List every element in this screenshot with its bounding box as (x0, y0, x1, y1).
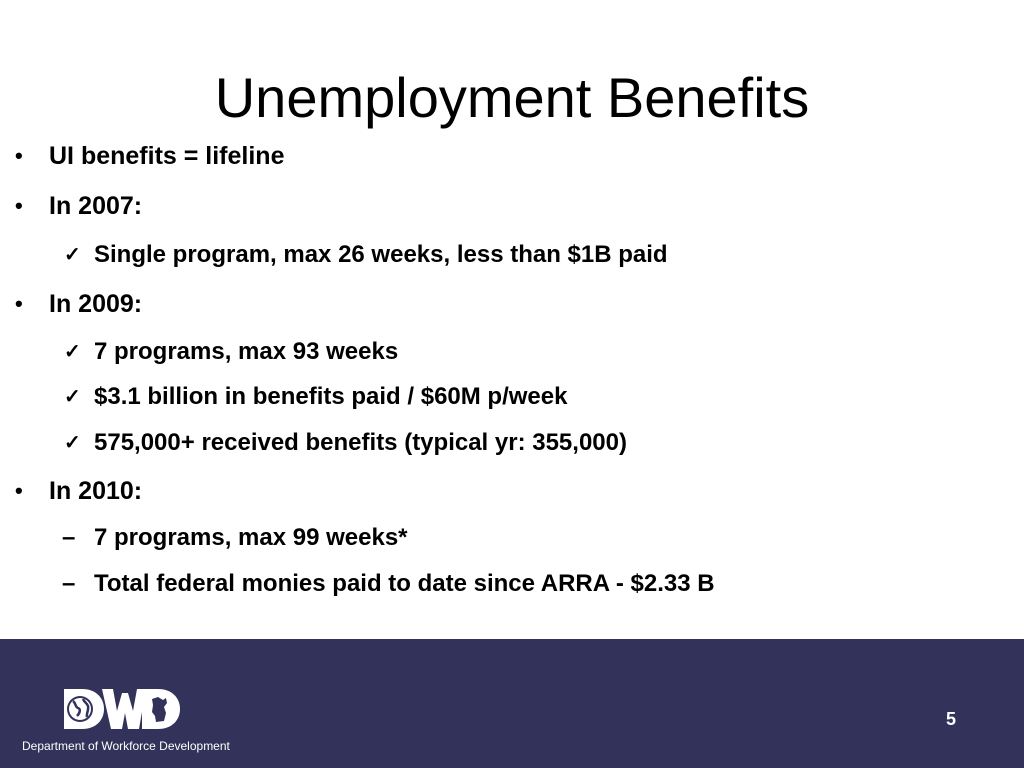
dash-marker: – (62, 524, 76, 551)
list-item-text: Single program, max 26 weeks, less than $1B paid (94, 241, 668, 268)
list-item (15, 476, 143, 506)
bullet-marker: • (15, 193, 23, 218)
list-item (64, 240, 668, 270)
list-item-text: $3.1 billion in benefits paid / $60M p/week (94, 383, 568, 410)
list-item (15, 141, 285, 171)
dwd-logo (60, 685, 182, 733)
list-item-text: Total federal monies paid to date since ARRA - $2.33 B (94, 570, 715, 597)
list-item (62, 523, 408, 553)
page-number: 5 (946, 709, 957, 729)
list-item-text: UI benefits = lifeline (49, 142, 285, 170)
slide-title: Unemployment Benefits (214, 66, 810, 129)
check-icon: ✓ (64, 341, 81, 363)
list-item (15, 289, 143, 319)
check-icon: ✓ (64, 386, 81, 408)
list-item (64, 337, 399, 367)
list-item (64, 428, 627, 458)
check-icon: ✓ (64, 244, 81, 266)
list-item-text: 575,000+ received benefits (typical yr: 355,000) (94, 429, 627, 456)
department-name: Department of Workforce Development (22, 739, 230, 753)
check-icon: ✓ (64, 432, 81, 454)
list-item (62, 569, 715, 599)
list-item-text: In 2010: (49, 477, 143, 505)
list-item-text: 7 programs, max 93 weeks (94, 338, 399, 365)
bullet-marker: • (15, 478, 23, 503)
list-item-text: In 2009: (49, 290, 143, 318)
list-item (64, 382, 568, 412)
dash-marker: – (62, 570, 76, 597)
footer-bar (0, 639, 1024, 768)
list-item-text: 7 programs, max 99 weeks* (94, 524, 408, 551)
bullet-marker: • (15, 291, 23, 316)
list-item-text: In 2007: (49, 192, 143, 220)
bullet-marker: • (15, 143, 23, 168)
list-item (15, 191, 143, 221)
